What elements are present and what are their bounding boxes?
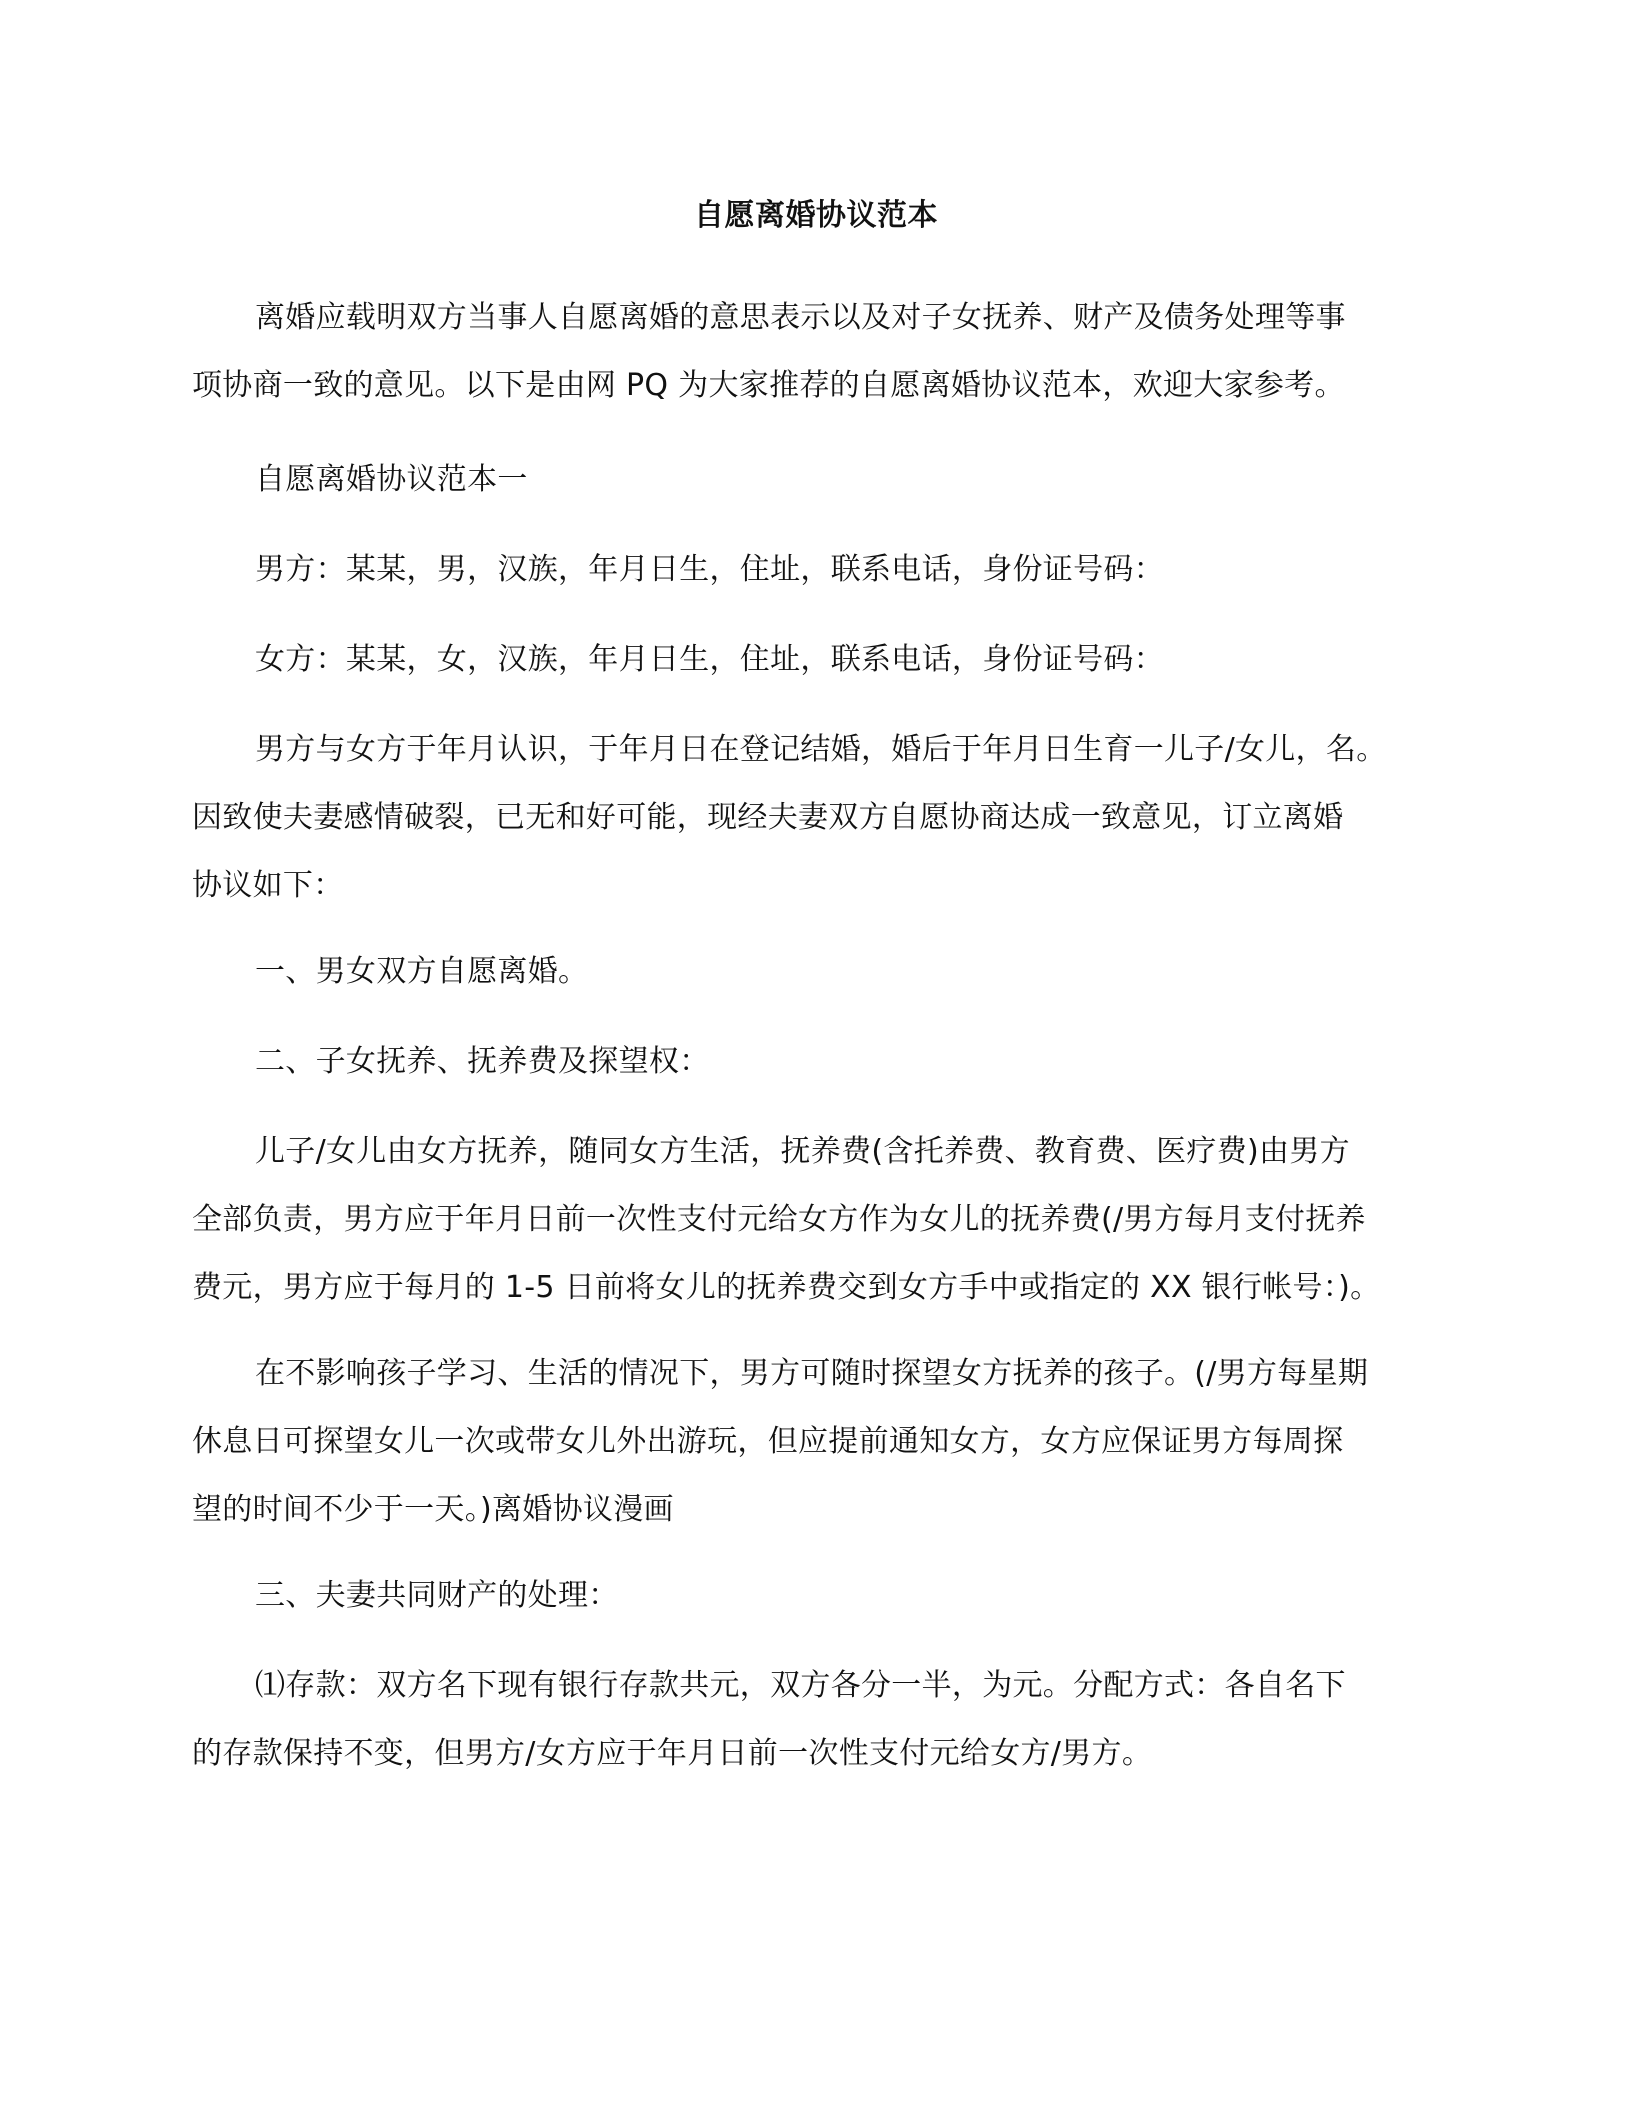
visitation-paragraph [192, 1340, 1432, 1544]
male-party-paragraph [192, 536, 1432, 604]
female-party-text: 女方：某某，女，汉族，年月日生，住址，联系电话，身份证号码： [255, 642, 1164, 677]
section-heading-text: 自愿离婚协议范本一 [255, 462, 528, 497]
section-heading [192, 446, 1432, 514]
custody-paragraph [192, 1118, 1432, 1322]
clause-3-paragraph [192, 1562, 1432, 1630]
intro-line: 离婚应载明双方当事人自愿离婚的意思表示以及对子女抚养、财产及债务处理等事 [255, 300, 1346, 335]
deposit-paragraph [192, 1652, 1432, 1788]
custody-line: 儿子/女儿由女方抚养，随同女方生活，抚养费(含托养费、教育费、医疗费)由男方 [255, 1134, 1350, 1169]
visitation-line: 休息日可探望女儿一次或带女儿外出游玩，但应提前通知女方，女方应保证男方每周探 [192, 1424, 1344, 1459]
visitation-line: 在不影响孩子学习、生活的情况下，男方可随时探望女方抚养的孩子。(/男方每星期 [255, 1356, 1369, 1391]
intro-paragraph [192, 284, 1432, 420]
clause-1-text: 一、男女双方自愿离婚。 [255, 954, 589, 989]
visitation-line: 望的时间不少于一天。)离婚协议漫画 [192, 1492, 674, 1527]
deposit-line: ⑴存款：双方名下现有银行存款共元，双方各分一半，为元。分配方式：各自名下 [255, 1668, 1346, 1703]
background-line: 协议如下： [192, 868, 344, 903]
female-party-paragraph [192, 626, 1432, 694]
background-line: 因致使夫妻感情破裂，已无和好可能，现经夫妻双方自愿协商达成一致意见，订立离婚 [192, 800, 1344, 835]
intro-line: 项协商一致的意见。以下是由网 PQ 为大家推荐的自愿离婚协议范本，欢迎大家参考。 [192, 368, 1345, 403]
clause-3-text: 三、夫妻共同财产的处理： [255, 1578, 619, 1613]
background-paragraph [192, 716, 1432, 920]
male-party-text: 男方：某某，男，汉族，年月日生，住址，联系电话，身份证号码： [255, 552, 1164, 587]
clause-1-paragraph [192, 938, 1432, 1006]
document-title: 自愿离婚协议范本 [694, 198, 938, 233]
background-line: 男方与女方于年月认识，于年月日在登记结婚，婚后于年月日生育一儿子/女儿，名。 [255, 732, 1387, 767]
clause-2-text: 二、子女抚养、抚养费及探望权： [255, 1044, 710, 1079]
custody-line: 全部负责，男方应于年月日前一次性支付元给女方作为女儿的抚养费(/男方每月支付抚养 [192, 1202, 1366, 1237]
deposit-line: 的存款保持不变，但男方/女方应于年月日前一次性支付元给女方/男方。 [192, 1736, 1153, 1771]
clause-2-paragraph [192, 1028, 1432, 1096]
custody-line: 费元，男方应于每月的 1-5 日前将女儿的抚养费交到女方手中或指定的 XX 银行帐号：)。 [192, 1270, 1381, 1305]
